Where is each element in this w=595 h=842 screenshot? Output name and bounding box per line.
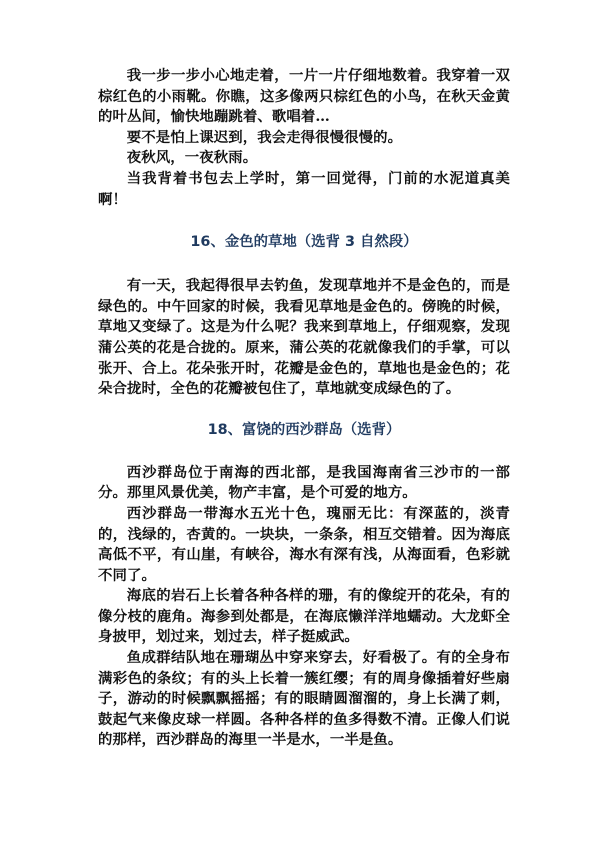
document-page xyxy=(98,66,510,751)
spacer xyxy=(98,252,510,276)
paragraph: 要不是怕上课迟到，我会走得很慢很慢的。 xyxy=(126,128,403,146)
paragraph: 当我背着书包去上学时，第一回觉得，门前的水泥道真美啊！ xyxy=(98,169,510,208)
paragraph: 我一步一步小心地走着，一片一片仔细地数着。我穿着一双棕红色的小雨靴。你瞧，这多像两只棕红色的小鸟，在秋天金黄的叶丛间，愉快地蹦跳着、歌唱着… xyxy=(98,67,510,126)
paragraph: 鱼成群结队地在珊瑚丛中穿来穿去，好看极了。有的全身布满彩色的条纹；有的头上长着一簇红缨；有的周身像插着好些扇子，游动的时候飘飘摇摇；有的眼睛圆溜溜的，身上长满了刺，鼓起气来像皮球一样圆。各种各样的鱼多得数不清。正像人们说的那样，西沙群岛的海里一半是水，一半是鱼。 xyxy=(98,649,510,749)
spacer xyxy=(98,210,510,232)
paragraph: 有一天，我起得很早去钓鱼，发现草地并不是金色的，而是绿色的。中午回家的时候，我看见草地是金色的。傍晚的时候，草地又变绿了。这是为什么呢？我来到草地上，仔细观察，发现蒲公英的花是合拢的。原来，蒲公英的花就像我们的手掌，可以张开、合上。花朵张开时，花瓣是金色的，草地也是金色的；花朵合拢时，全色的花瓣被包住了，草地就变成绿色的了。 xyxy=(98,277,510,398)
spacer xyxy=(98,400,510,420)
section-heading-golden-meadow: 16、金色的草地（选背 3 自然段） xyxy=(190,234,418,251)
paragraph: 夜秋风，一夜秋雨。 xyxy=(126,149,258,167)
spacer xyxy=(98,440,510,463)
paragraph: 海底的岩石上长着各种各样的珊，有的像绽开的花朵，有的像分枝的鹿角。海参到处都是，在海底懒洋洋地蠕动。大龙虾全身披甲，划过来，划过去，样子挺威武。 xyxy=(98,587,510,646)
paragraph: 西沙群岛一带海水五光十色，瑰丽无比：有深蓝的，淡青的，浅绿的，杏黄的。一块块，一条条，相互交错着。因为海底高低不平，有山崖，有峡谷，海水有深有浅，从海面看，色彩就不同了。 xyxy=(98,504,510,584)
section-heading-xisha-islands: 18、富饶的西沙群岛（选背） xyxy=(207,421,401,438)
paragraph: 西沙群岛位于南海的西北部，是我国海南省三沙市的一部分。那里风景优美，物产丰富，是个可爱的地方。 xyxy=(98,463,510,502)
